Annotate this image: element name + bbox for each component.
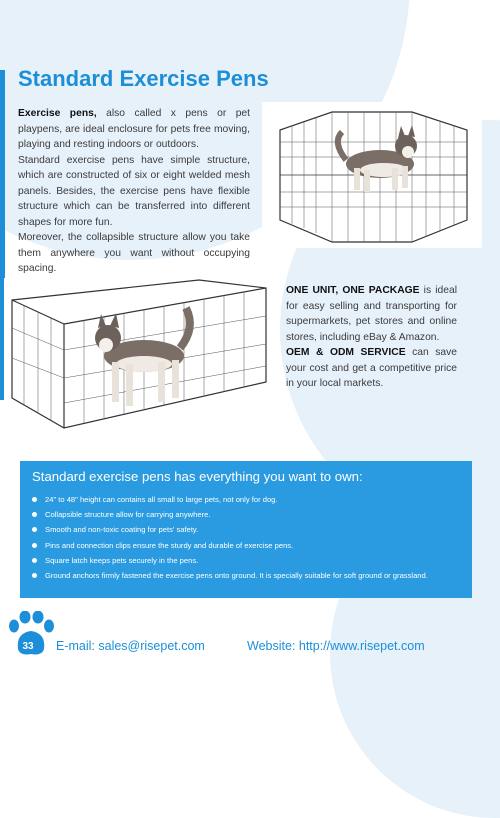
feature-item: Square latch keeps pets securely in the pens. (32, 555, 464, 566)
rectangular-pen-with-dog-image (4, 278, 274, 442)
footer-website[interactable]: Website: http://www.risepet.com (247, 639, 425, 653)
feature-item: Ground anchors firmly fastened the exercise pens onto ground. It is specially suitable for soft ground or grassland. (32, 570, 464, 581)
feature-item: 24" to 48" height can contains all small to large pets, not only for dog. (32, 494, 464, 505)
package-service-text (286, 283, 457, 392)
service-lead: OEM & ODM SERVICE (286, 347, 406, 358)
feature-item: Pins and connection clips ensure the sturdy and durable of exercise pens. (32, 540, 464, 551)
intro-paragraph-2: Standard exercise pens have simple structure, which are constructed of six or eight welded mesh panels. Besides, the exercise pens have flexible structure which can be transferred into different shapes for more fun. (18, 154, 250, 228)
service-paragraph (286, 345, 457, 392)
intro-lead-rest: also called x pens or pet playpens, are ideal enclosure for pets free moving, playing and resting indoors or outdoors. (18, 108, 251, 150)
page-number: 33 (22, 641, 34, 652)
features-banner (20, 461, 472, 598)
intro-paragraph-1 (18, 106, 250, 153)
intro-lead: Exercise pens, (18, 108, 97, 119)
feature-item: Collapsible structure allow for carrying anywhere. (32, 509, 464, 520)
package-rest: is ideal for easy selling and transporting for supermarkets, pet stores and online stores, including eBay & Amazon. (286, 285, 457, 343)
features-banner-title: Standard exercise pens has everything you want to own: (32, 469, 363, 484)
feature-item: Smooth and non-toxic coating for pets' safety. (32, 524, 464, 535)
package-lead: ONE UNIT, ONE PACKAGE (286, 285, 420, 296)
intro-paragraph-3: Moreover, the collapsible structure allow you take them anywhere you want without occupying spacing. (18, 232, 250, 274)
package-paragraph (286, 283, 457, 345)
footer-email[interactable]: E-mail: sales@risepet.com (56, 639, 205, 653)
page-title: Standard Exercise Pens (18, 66, 269, 91)
intro-text (18, 106, 250, 277)
service-rest: can save your cost and get a competitive price in your local markets. (286, 347, 457, 389)
features-list (32, 494, 464, 585)
octagon-pen-with-dog-image (262, 102, 482, 248)
